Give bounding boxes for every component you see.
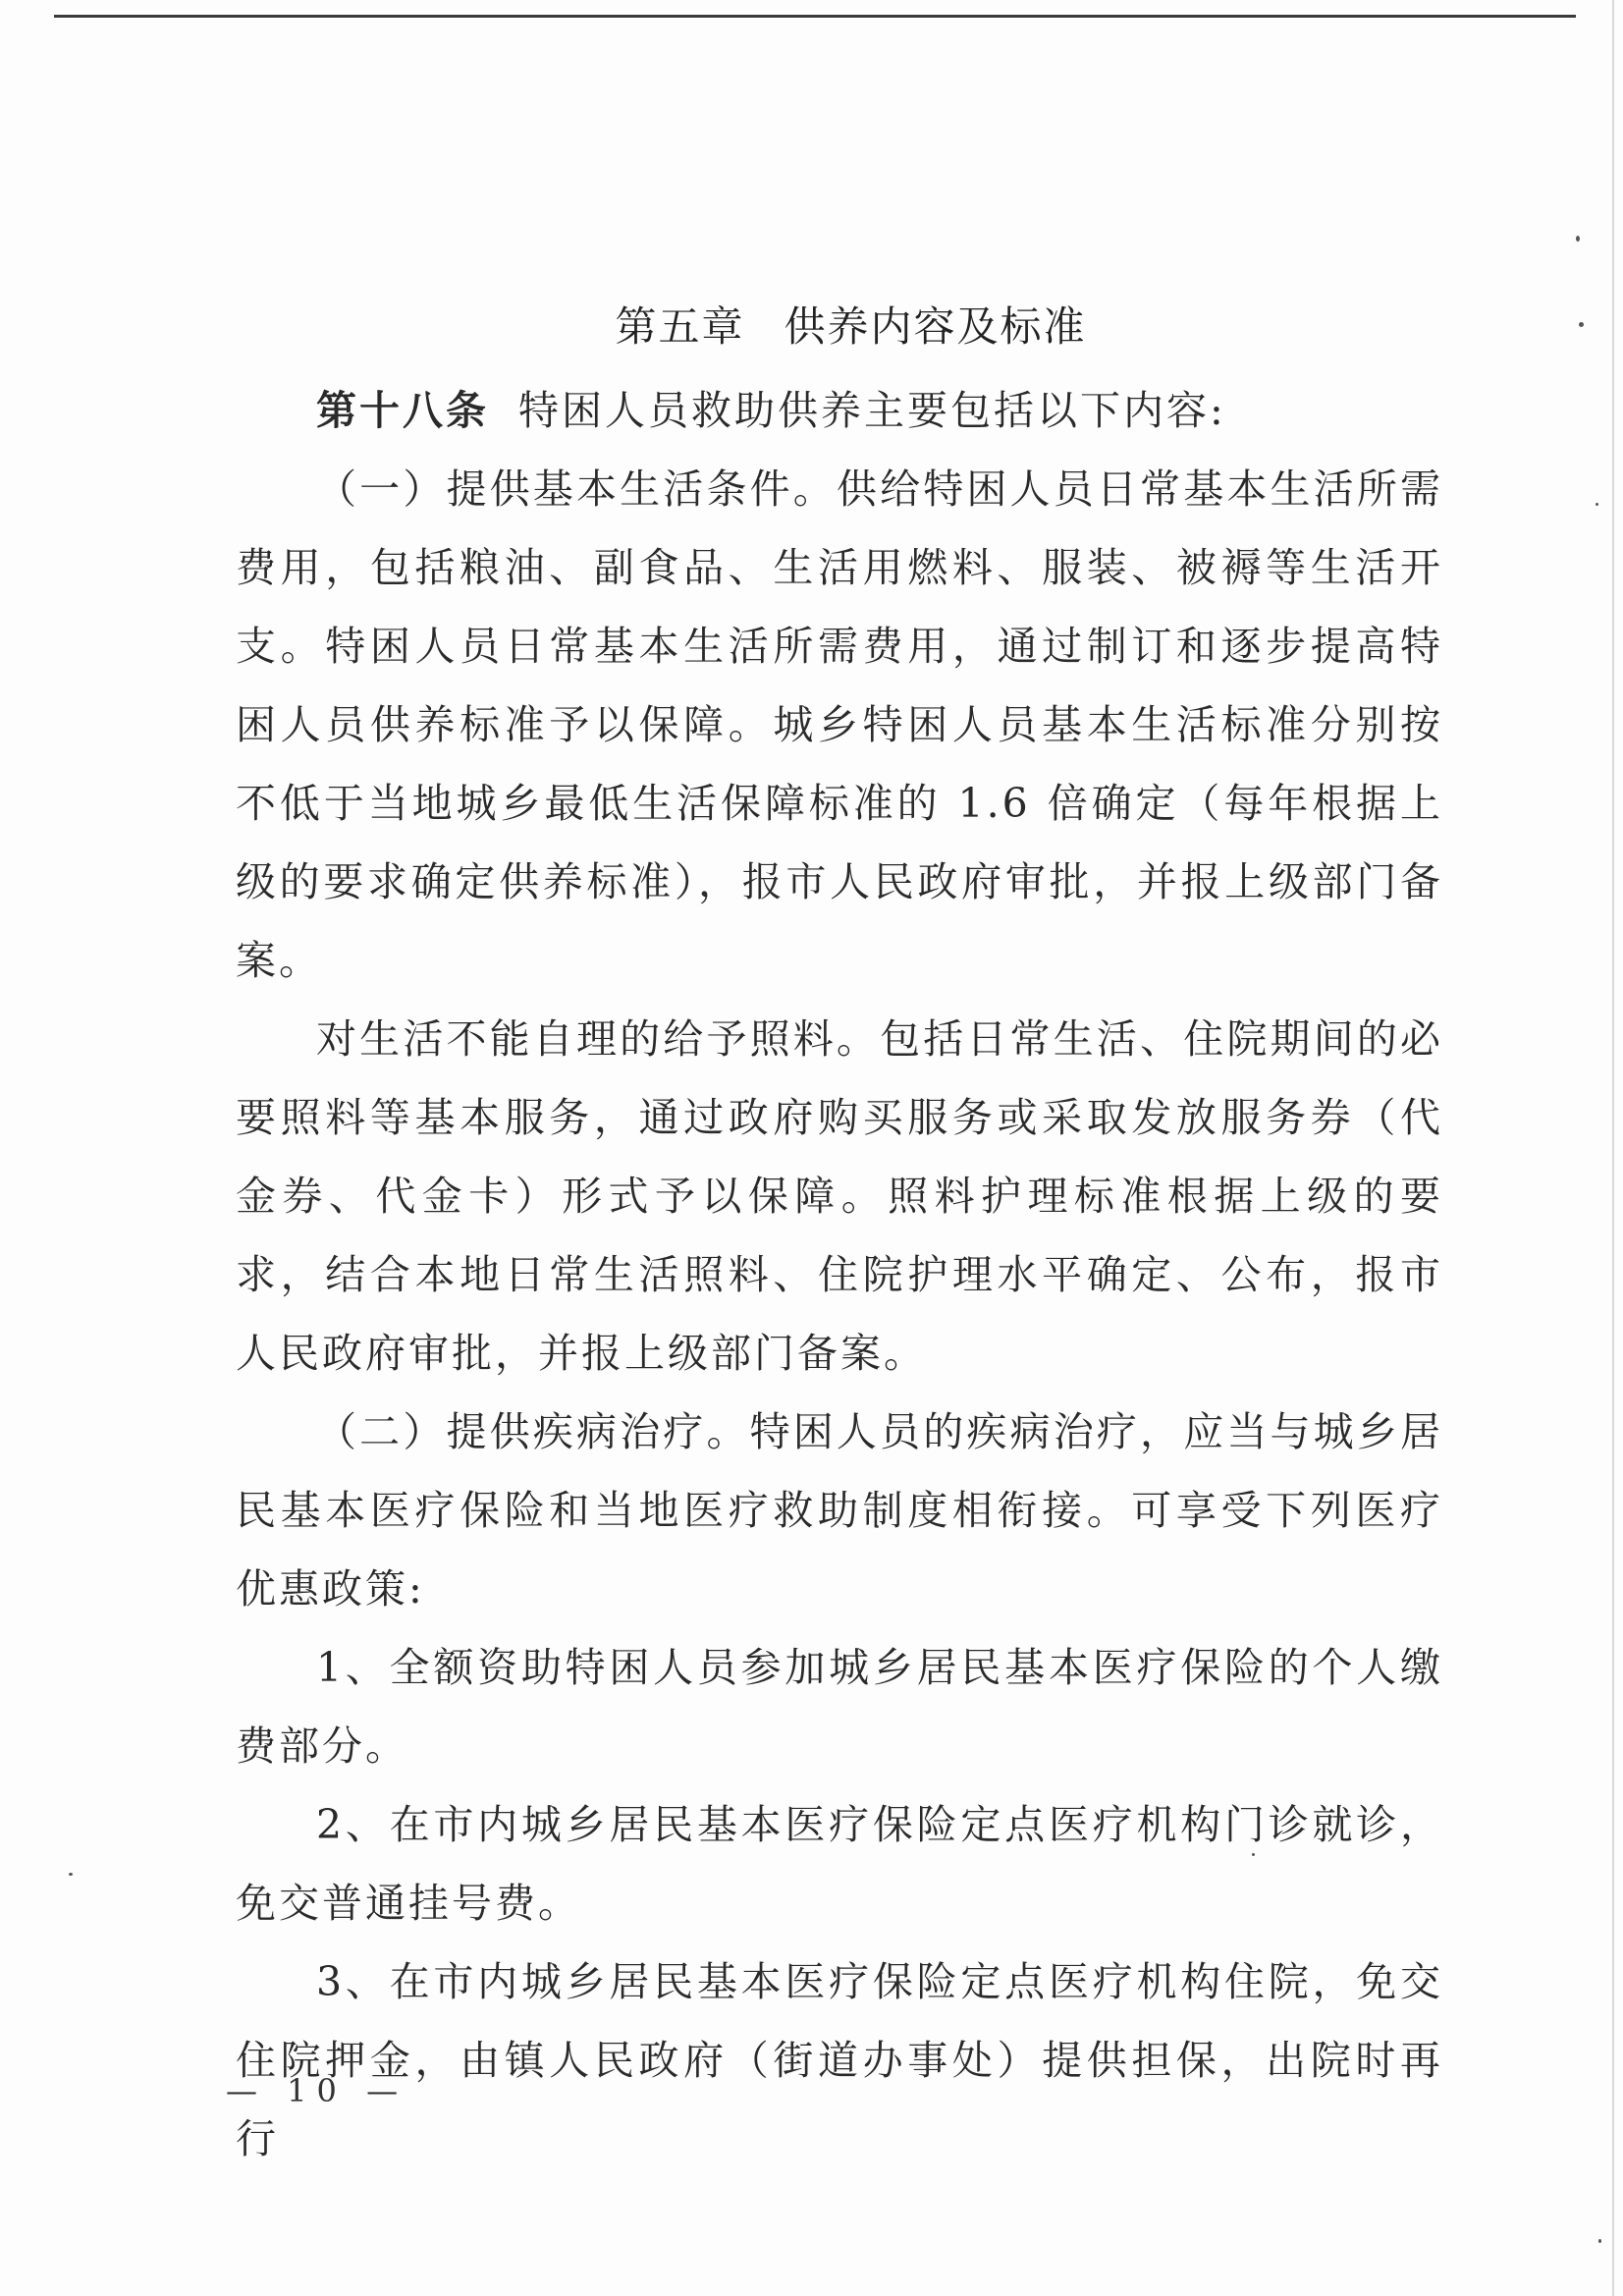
chapter-title — [0, 295, 1623, 354]
paragraph-item-2: 2、在市内城乡居民基本医疗保险定点医疗机构门诊就诊，免交普通挂号费。 — [236, 1801, 1443, 1927]
scan-speck — [69, 1873, 73, 1876]
chapter-number: 第五章 — [615, 302, 745, 351]
paragraph-item-3: 3、在市内城乡居民基本医疗保险定点医疗机构住院，免交住院押金，由镇人民政府（街道办事处）提供担保，出院时再行 — [236, 1958, 1443, 2162]
paragraph-basic-living: （一）提供基本生活条件。供给特困人员日常基本生活所需费用，包括粮油、副食品、生活用燃料、服装、被褥等生活开支。特困人员日常基本生活所需费用，通过制订和逐步提高特困人员供养标准予以保障。城乡特困人员基本生活标准分别按不低于当地城乡最低生活保障标准的 1.6 倍确定（每年根据上级的要求确定供养标准），报市人民政府审批，并报上级部门备案。 — [236, 465, 1443, 984]
paragraph-item-1: 1、全额资助特困人员参加城乡居民基本医疗保险的个人缴费部分。 — [236, 1644, 1443, 1770]
article-intro: 特困人员救助供养主要包括以下内容: — [518, 387, 1226, 434]
scan-speck — [1576, 236, 1580, 242]
page-number: — 10 — — [226, 2072, 408, 2109]
chapter-subtitle: 供养内容及标准 — [784, 302, 1087, 351]
scan-speck — [1596, 503, 1598, 506]
top-rule — [54, 15, 1576, 18]
paragraph-medical: （二）提供疾病治疗。特困人员的疾病治疗，应当与城乡居民基本医疗保险和当地医疗救助制度相衔接。可享受下列医疗优惠政策: — [236, 1408, 1443, 1613]
paragraph-care: 对生活不能自理的给予照料。包括日常生活、住院期间的必要照料等基本服务，通过政府购买服务或采取发放服务券（代金券、代金卡）形式予以保障。照料护理标准根据上级的要求，结合本地日常生活照料、住院护理水平确定、公布，报市人民政府审批，并报上级部门备案。 — [236, 1015, 1443, 1377]
body-text — [236, 371, 1443, 2178]
article-18-heading — [236, 371, 1443, 450]
article-label: 第十八条 — [316, 387, 489, 434]
scan-speck — [1598, 2239, 1601, 2243]
